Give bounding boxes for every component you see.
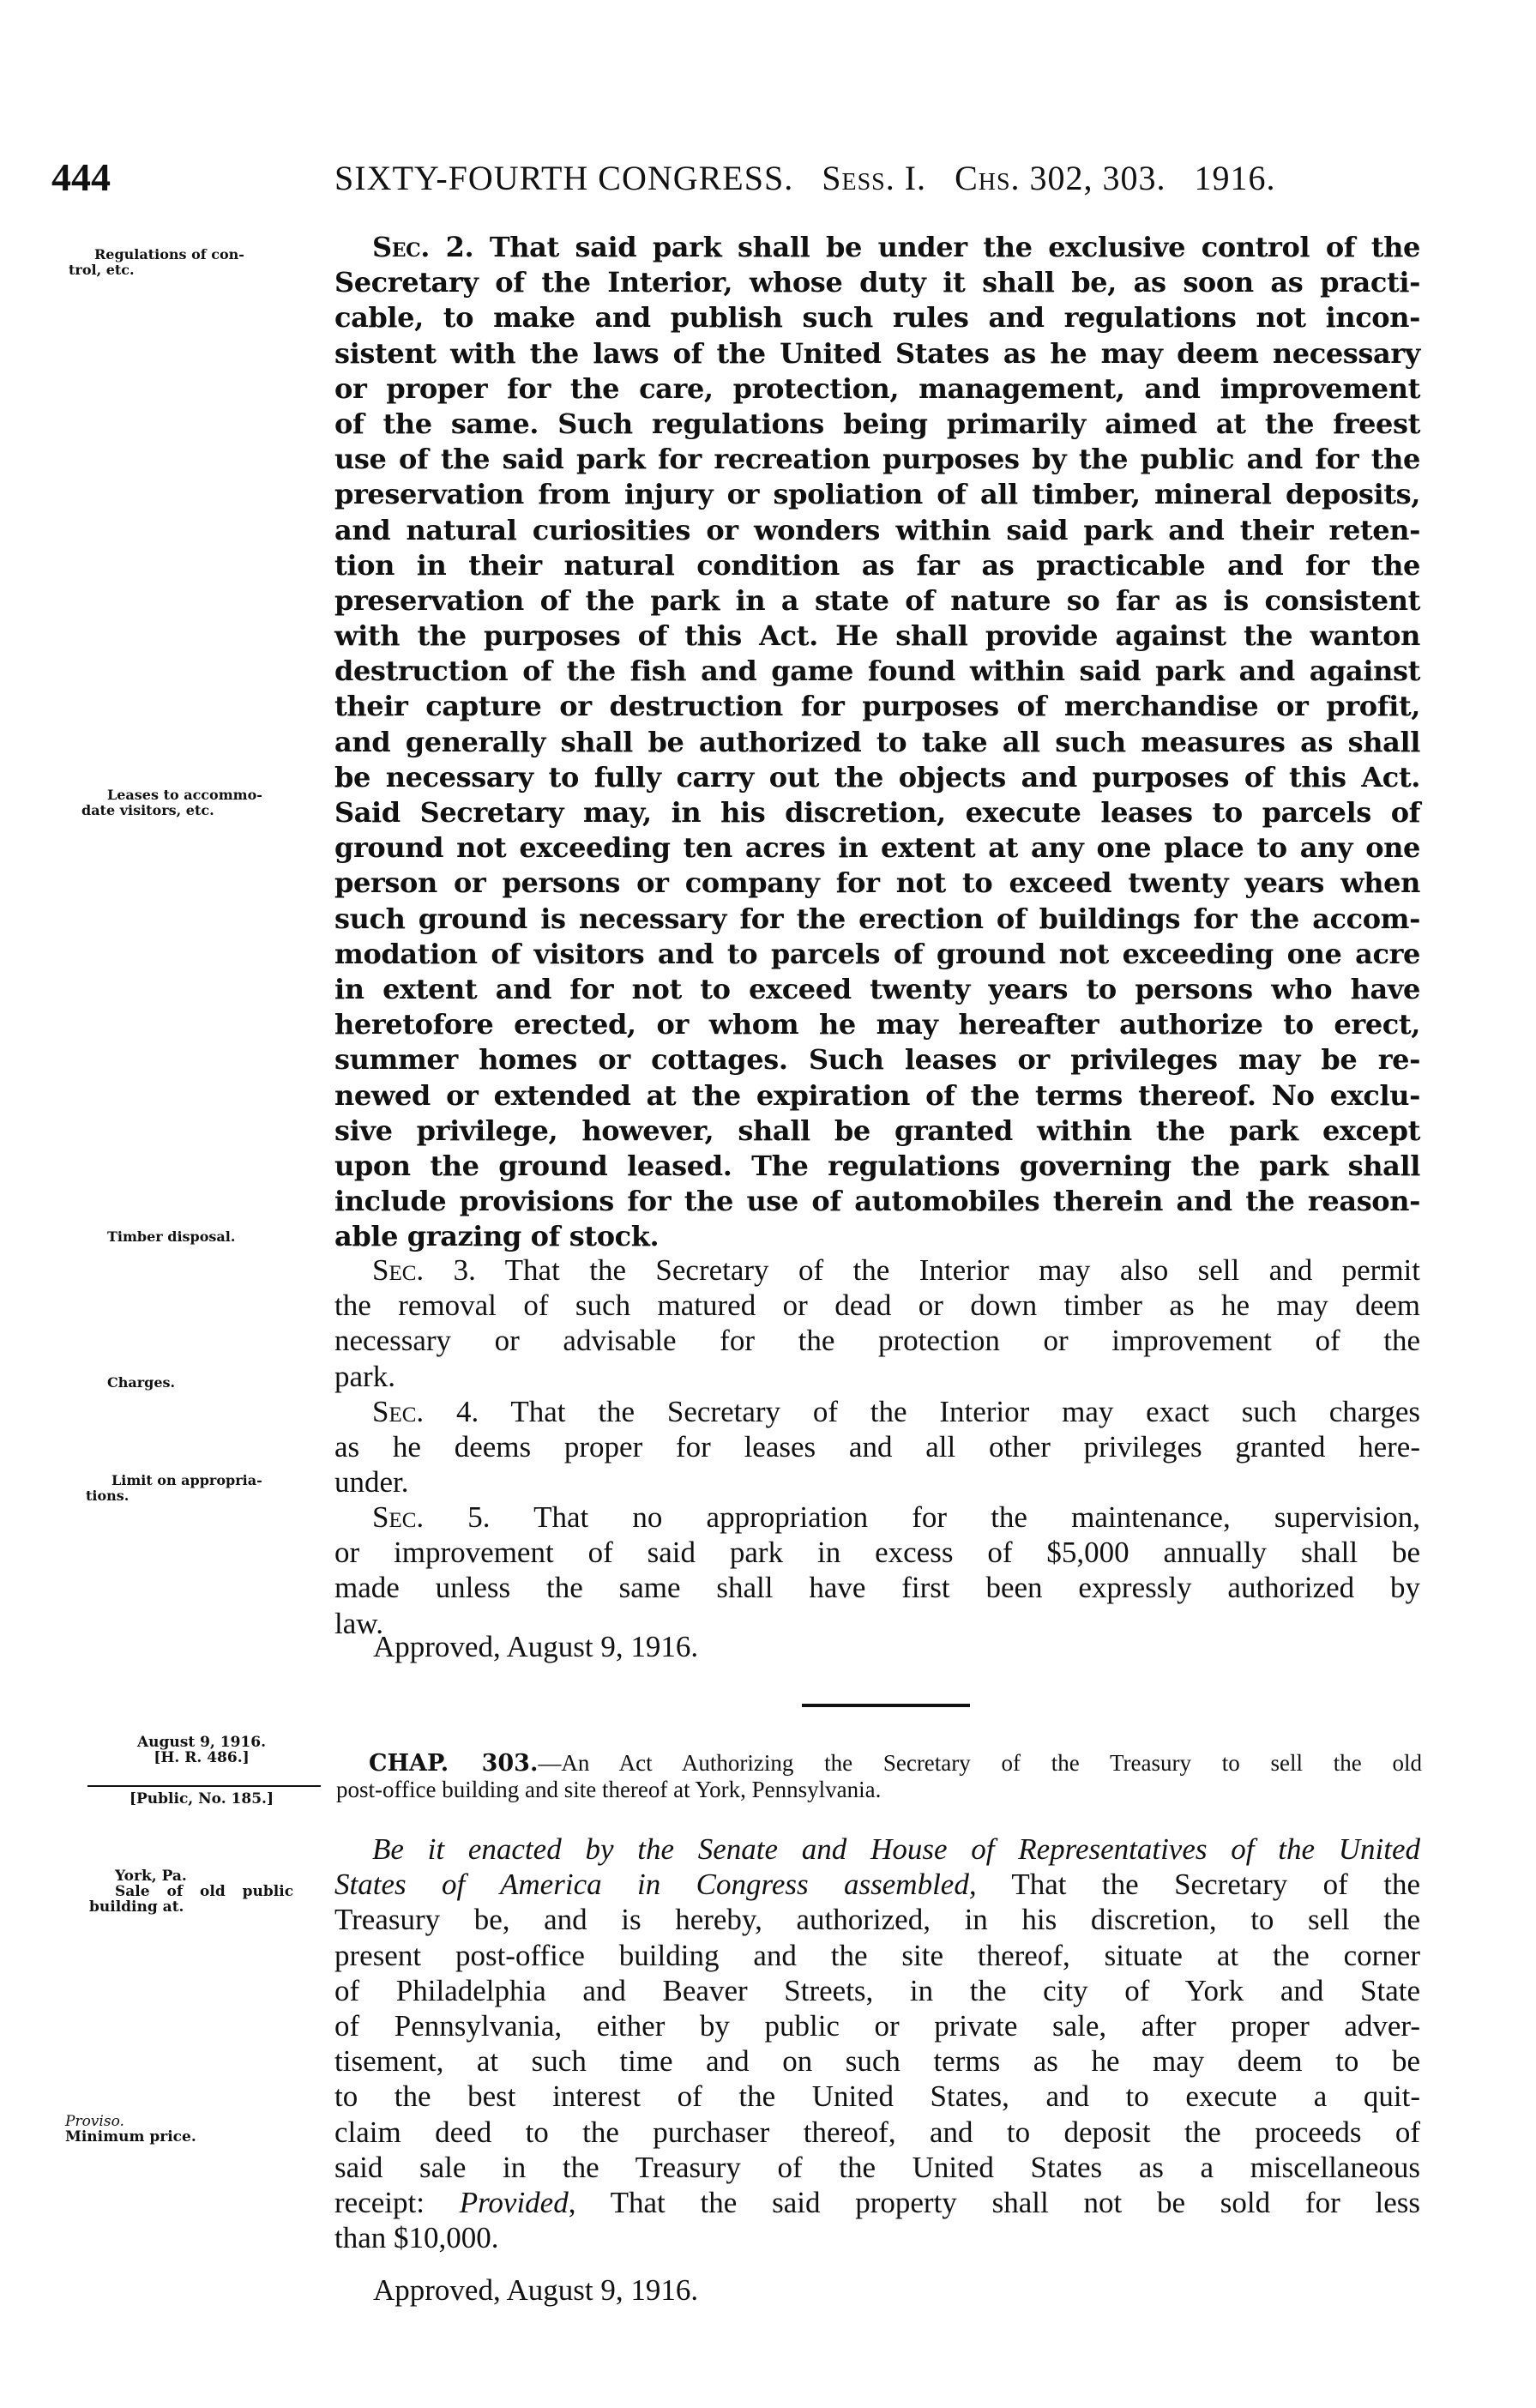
chapter-303-title: CHAP. 303.—An Act Authorizing the Secretary of the Treasury to sell the old post-office building and site thereof at York, Pennsylvania. [336,1750,1423,1802]
section-label: Sec. 3. [372,1253,476,1287]
enacting-clause: Be it enacted by the Senate and House of Representatives of the United [372,1832,1420,1866]
section-2: Sec. 2. That said park shall be under the exclusive control of the Secretary of the Interior, whose duty it shall be, as soon as practi- cable, to make and publish such rules and regulations not incon- sistent with the laws of the United States as he may deem necessary or proper for the care, protection, management, and improvement of the same. Such regulations being primarily aimed at the freest use of the said park for recreation purposes by the public and for the preservation from injury or spoliation of all timber, mineral deposits, and natural curiosities or wonders within said park and their reten- tion in their natural condition as far as practicable and for the preservation of the park in a state of nature so far as is consistent with the purposes of this Act. He shall provide against the wanton destruction of the fish and game found within said park and against their capture or destruction for purposes of merchandise or profit, and generally shall be authorized to take all such measures as shall be necessary to fully carry out the objects and purposes of this Act. Said Secretary may, in his discretion, execute leases to parcels of ground not exceeding ten acres in extent at any one place to any one person or persons or company for not to exceed twenty years when such ground is necessary for the erection of buildings for the accom- modation of visitors and to parcels of ground not exceeding one acre in extent and for not to exceed twenty years to persons who have heretofore erected, or whom he may hereafter authorize to erect, summer homes or cottages. Such leases or privileges may be re- newed or extended at the expiration of the terms thereof. No exclu- sive privilege, however, shall be granted within the park except upon the ground leased. The regulations governing the park shall include provisions for the use of automobiles therein and the reason- able grazing of stock. [334,231,1420,1253]
margin-note-public-law: [Public, No. 185.] [129,1790,274,1808]
margin-note-timber: Timber disposal. [107,1228,236,1245]
margin-rule [87,1785,321,1787]
margin-note-regulations: Regulations of con- trol, etc. [69,246,244,278]
margin-note-york: York, Pa. Sale of old public building at. [89,1868,294,1916]
session-label: Sess. I. [822,159,927,197]
chapter-303-body: Be it enacted by the Senate and House of Representatives of the United States of America in Congress assembled, That the Secretary of the Treasury be, and is hereby, authorized, in his discretion, to sell the present post-office building and the site thereof, situate at the corner of Philadelphia and Beaver Streets, in the city of York and State of Pennsylvania, either by public or private sale, after proper adver- tisement, at such time and on such terms as he may deem to be to the best interest of the United States, and to execute a quit- claim deed to the purchaser thereof, and to deposit the proceeds of said sale in the Treasury of the United States as a miscellaneous receipt: Provided, That the said property shall not be sold for less than $10,000. [334,1832,1420,2255]
running-head-title [334,158,1276,198]
section-label: Sec. 2. [372,231,474,263]
margin-note-leases: Leases to accommo- date visitors, etc. [81,787,262,818]
section-3: Sec. 3. That the Secretary of the Interior may also sell and permit the removal of such matured or dead or down timber as he may deem necessary or advisable for the protection or improvement of the park. [334,1253,1420,1393]
section-5: Sec. 5. That no appropriation for the maintenance, supervision, or improvement of said park in excess of $5,000 annually shall be made unless the same shall have first been expressly authorized by law. [334,1500,1420,1640]
section-2-line: Sec. 2. That said park shall be under the exclusive control of the [372,231,1420,263]
margin-note-charges: Charges. [107,1374,176,1391]
congress-name: SIXTY-FOURTH CONGRESS. [334,159,794,197]
approved-date-chapter-302: Approved, August 9, 1916. [373,1630,699,1663]
approved-date-chapter-303: Approved, August 9, 1916. [373,2273,699,2307]
section-label: Sec. 5. [372,1500,491,1534]
section-label: Sec. 4. [372,1395,479,1428]
chapter-divider [802,1704,970,1707]
chapter-label: CHAP. 303. [369,1750,539,1777]
page-number: 444 [51,155,111,199]
section-4: Sec. 4. That the Secretary of the Interior may exact such charges as he deems proper for leases and all other privileges granted here- under. [334,1395,1420,1500]
margin-note-proviso: Proviso. Minimum price. [65,2113,196,2145]
margin-note-limit: Limit on appropria- tions. [86,1472,262,1504]
proviso-line: receipt: Provided, That the said property shall not be sold for less [334,2185,1420,2219]
margin-note-enactment-date: August 9, 1916. [H. R. 486.] [136,1734,267,1766]
chapters-label: Chs. 302, 303. [955,159,1166,197]
year-label: 1916. [1194,159,1276,197]
running-header [51,154,1441,206]
